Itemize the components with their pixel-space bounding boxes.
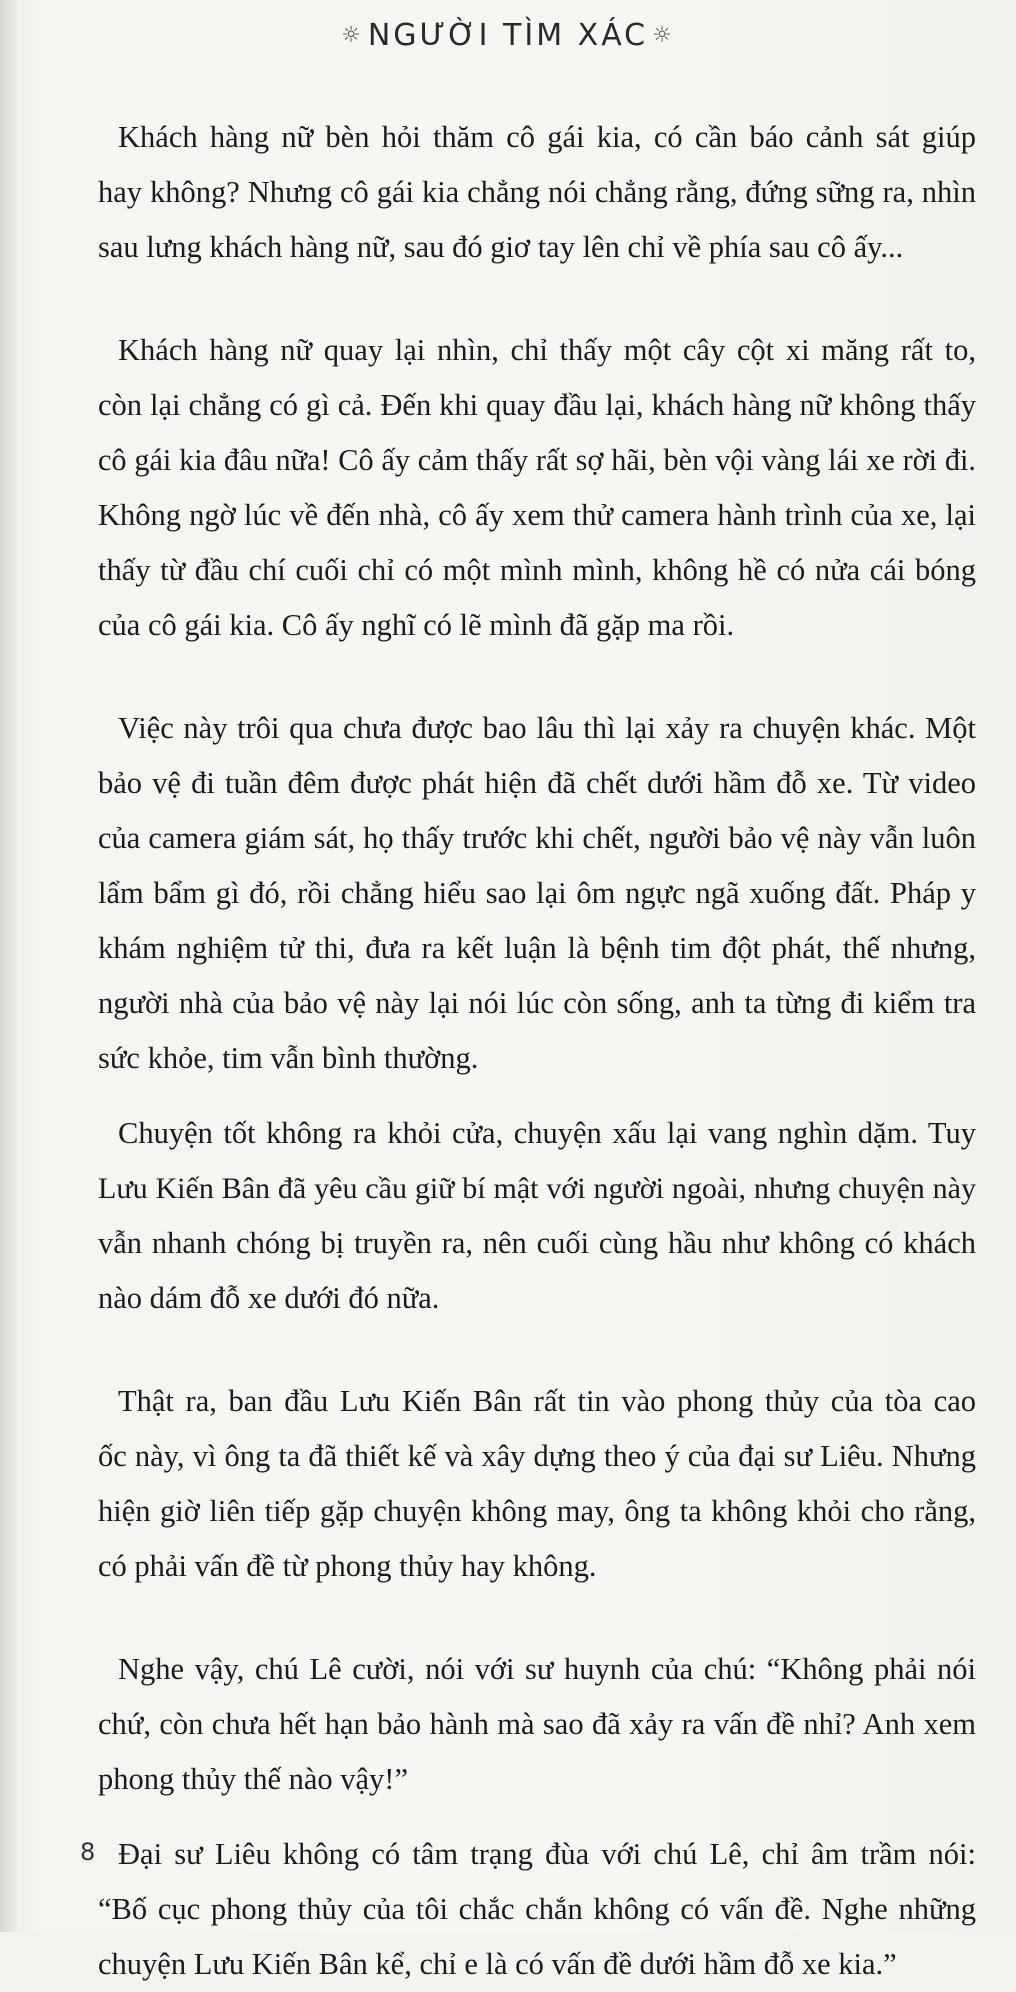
text-line: Nghe vậy, chú Lê cười, nói với sư huynh của chú: “Không phải nói xyxy=(118,1652,976,1686)
text-line: lẩm bẩm gì đó, rồi chẳng hiểu sao lại ôm ngực ngã xuống đất. Pháp y xyxy=(98,876,976,910)
text-line: hay không? Nhưng cô gái kia chẳng nói chẳng rằng, đứng sững ra, nhìn xyxy=(98,175,976,209)
paragraph xyxy=(98,1827,976,1992)
text-line: phong thủy thế nào vậy!” xyxy=(98,1762,409,1796)
paragraph xyxy=(98,1642,976,1807)
text-line: “Bố cục phong thủy của tôi chắc chắn không có vấn đề. Nghe những xyxy=(98,1892,976,1926)
text-line: của cô gái kia. Cô ấy nghĩ có lẽ mình đã gặp ma rồi. xyxy=(98,608,735,642)
text-line: vẫn nhanh chóng bị truyền ra, nên cuối cùng hầu như không có khách xyxy=(98,1226,976,1260)
text-line: có phải vấn đề từ phong thủy hay không. xyxy=(98,1549,597,1583)
text-line: người nhà của bảo vệ này lại nói lúc còn sống, anh ta từng đi kiểm tra xyxy=(98,986,976,1020)
text-line: của camera giám sát, họ thấy trước khi chết, người bảo vệ này vẫn luôn xyxy=(98,821,976,855)
page-number: 8 xyxy=(80,1838,96,1866)
header-title: NGƯỜI TÌM XÁC xyxy=(367,18,649,53)
text-line: ốc này, vì ông ta đã thiết kế và xây dựng theo ý của đại sư Liêu. Nhưng xyxy=(98,1439,976,1473)
text-line: sức khỏe, tim vẫn bình thường. xyxy=(98,1041,479,1075)
ornament-right-icon: ☼ xyxy=(652,23,675,48)
text-line: còn lại chẳng có gì cả. Đến khi quay đầu lại, khách hàng nữ không thấy xyxy=(98,388,976,422)
text-line: bảo vệ đi tuần đêm được phát hiện đã chết dưới hầm đỗ xe. Từ video xyxy=(98,766,976,800)
text-line: Không ngờ lúc về đến nhà, cô ấy xem thử camera hành trình của xe, lại xyxy=(98,498,976,532)
paragraph xyxy=(98,323,976,653)
body-text xyxy=(98,110,976,1992)
text-line: nào dám đỗ xe dưới đó nữa. xyxy=(98,1281,440,1315)
ornament-left-icon: ☼ xyxy=(341,23,364,48)
text-line: Khách hàng nữ quay lại nhìn, chỉ thấy một cây cột xi măng rất to, xyxy=(118,333,976,367)
text-line: Thật ra, ban đầu Lưu Kiến Bân rất tin vào phong thủy của tòa cao xyxy=(118,1384,976,1418)
text-line: thấy từ đầu chí cuối chỉ có một mình mình, không hề có nửa cái bóng xyxy=(98,553,976,587)
running-header xyxy=(0,18,1016,53)
paragraph xyxy=(98,1106,976,1326)
text-line: Chuyện tốt không ra khỏi cửa, chuyện xấu lại vang nghìn dặm. Tuy xyxy=(118,1116,976,1150)
text-line: chuyện Lưu Kiến Bân kể, chỉ e là có vấn đề dưới hầm đỗ xe kia.” xyxy=(98,1947,897,1981)
text-line: hiện giờ liên tiếp gặp chuyện không may, ông ta không khỏi cho rằng, xyxy=(98,1494,976,1528)
paragraph xyxy=(98,1374,976,1594)
page-gutter-shadow xyxy=(0,0,18,1932)
paragraph xyxy=(98,701,976,1086)
text-line: cô gái kia đâu nữa! Cô ấy cảm thấy rất sợ hãi, bèn vội vàng lái xe rời đi. xyxy=(98,443,976,477)
text-line: Khách hàng nữ bèn hỏi thăm cô gái kia, có cần báo cảnh sát giúp xyxy=(118,120,976,154)
text-line: khám nghiệm tử thi, đưa ra kết luận là bệnh tim đột phát, thế nhưng, xyxy=(98,931,976,965)
text-line: chứ, còn chưa hết hạn bảo hành mà sao đã xảy ra vấn đề nhỉ? Anh xem xyxy=(98,1707,976,1741)
paragraph xyxy=(98,110,976,275)
text-line: Lưu Kiến Bân đã yêu cầu giữ bí mật với người ngoài, nhưng chuyện này xyxy=(98,1172,976,1205)
text-line: Đại sư Liêu không có tâm trạng đùa với chú Lê, chỉ âm trầm nói: xyxy=(118,1837,976,1871)
text-line: Việc này trôi qua chưa được bao lâu thì lại xảy ra chuyện khác. Một xyxy=(118,711,976,745)
text-line: sau lưng khách hàng nữ, sau đó giơ tay lên chỉ về phía sau cô ấy... xyxy=(98,230,904,264)
